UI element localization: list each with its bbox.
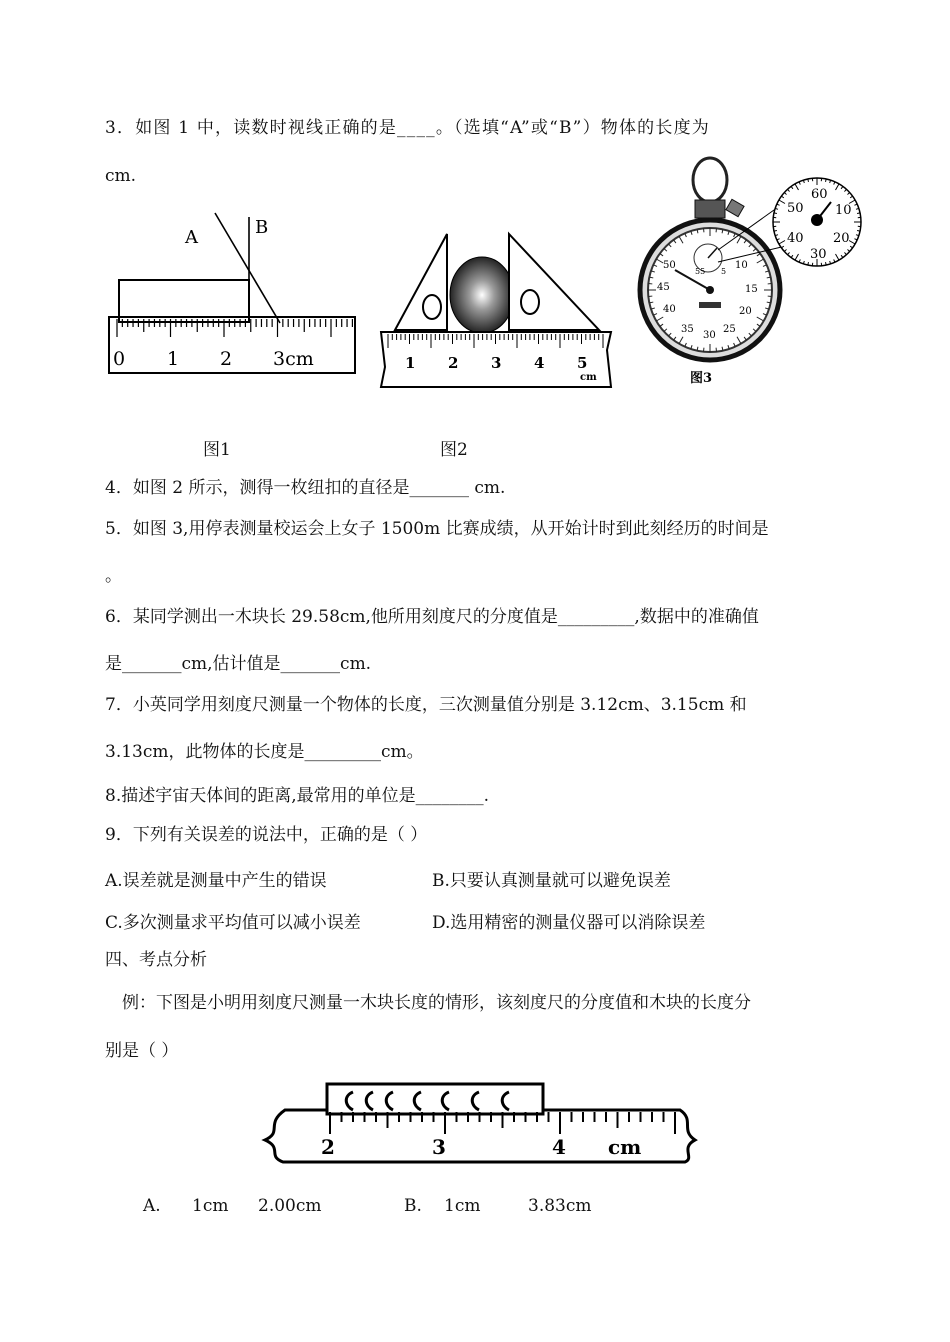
example-option-b-value1: 1cm (444, 1196, 481, 1216)
ruler-tick (857, 231, 860, 232)
fig4-tick-label: 3 (432, 1135, 446, 1159)
fig2-tick-label: 3 (491, 354, 502, 372)
q8-text: 8.描述宇宙天体间的距离,最常用的单位是________. (105, 786, 490, 806)
fig1-tick-label: 3cm (273, 348, 314, 370)
main-dial-label: 30 (703, 330, 716, 341)
ruler-tick (774, 213, 777, 214)
fig1-label-b: B (255, 217, 269, 238)
small-dial-label: 60 (811, 187, 828, 202)
main-dial-label: 55 (695, 267, 706, 276)
fig2-tick-label: 5 (577, 354, 588, 372)
ruler-tick (826, 179, 827, 182)
fig2-tick-label: 4 (534, 354, 545, 372)
main-dial-label: 10 (735, 260, 748, 271)
main-dial-label: 50 (663, 260, 676, 271)
q7-line2: 3.13cm，此物体的长度是_________cm。 (105, 742, 424, 762)
q4-text: 4．如图 2 所示，测得一枚纽扣的直径是_______ cm. (105, 478, 506, 498)
example-option-a-value2: 2.00cm (258, 1196, 322, 1216)
fig1-tick-label: 0 (113, 348, 126, 370)
fig1-tick-label: 1 (167, 348, 180, 370)
small-dial-label: 30 (810, 247, 827, 262)
figure-2 (375, 222, 615, 392)
fig1-tick-label: 2 (220, 348, 233, 370)
q9-option-d: D.选用精密的测量仪器可以消除误差 (432, 913, 706, 933)
main-dial-label: 5 (721, 267, 727, 276)
q3-line2: cm. (105, 166, 137, 186)
example-option-b-value2: 3.83cm (528, 1196, 592, 1216)
small-dial-label: 40 (787, 231, 804, 246)
q9-stem: 9．下列有关误差的说法中，正确的是（ ） (105, 825, 428, 845)
small-dial-label: 50 (787, 201, 804, 216)
section-heading: 四、考点分析 (105, 950, 207, 970)
main-dial-label: 40 (663, 304, 676, 315)
figure-4 (255, 1080, 700, 1165)
ruler-tick (808, 179, 809, 182)
figure-1 (105, 205, 360, 380)
q6-line2: 是_______cm,估计值是_______cm. (105, 654, 372, 674)
example-line2: 别是（ ） (105, 1041, 179, 1061)
main-dial-label: 25 (723, 324, 736, 335)
small-dial-label: 10 (835, 203, 852, 218)
q9-option-b: B.只要认真测量就可以避免误差 (432, 871, 671, 891)
q6-line1: 6．某同学测出一木块长 29.58cm,他所用刻度尺的分度值是_________,数据中的准确值 (105, 607, 759, 627)
main-dial-label: 15 (745, 284, 758, 295)
fig2-tick-label: 1 (405, 354, 416, 372)
ruler-tick (808, 262, 809, 265)
small-dial-label: 20 (833, 231, 850, 246)
q5-line2: 。 (105, 566, 122, 586)
fig2-tick-label: 2 (448, 354, 459, 372)
ruler-tick (857, 213, 860, 214)
q9-option-c: C.多次测量求平均值可以减小误差 (105, 913, 361, 933)
fig4-tick-label: 2 (321, 1135, 335, 1159)
main-dial-label: 20 (739, 306, 752, 317)
example-option-b-label: B. (404, 1196, 422, 1216)
fig3-caption: 图3 (690, 371, 713, 386)
q7-line1: 7．小英同学用刻度尺测量一个物体的长度，三次测量值分别是 3.12cm、3.15cm 和 (105, 695, 747, 715)
fig1-label-a: A (185, 227, 198, 248)
figure-3 (635, 150, 875, 390)
main-dial-label: 35 (681, 324, 694, 335)
fig2-caption: 图2 (440, 440, 468, 460)
ruler-tick (774, 231, 777, 232)
fig1-caption: 图1 (203, 440, 231, 460)
example-line1: 例：下图是小明用刻度尺测量一木块长度的情形，该刻度尺的分度值和木块的长度分 (122, 993, 751, 1013)
q3-line1: 3．如图 1 中，读数时视线正确的是____。（选填“A”或“B”）物体的长度为 (105, 118, 710, 138)
fig2-unit: cm (580, 372, 597, 383)
fig4-unit: cm (608, 1135, 642, 1159)
fig4-tick-label: 4 (552, 1135, 566, 1159)
example-option-a-label: A. (143, 1196, 161, 1216)
ruler-tick (826, 262, 827, 265)
example-option-a-value1: 1cm (192, 1196, 229, 1216)
q9-option-a: A.误差就是测量中产生的错误 (105, 871, 327, 891)
main-dial-label: 45 (657, 282, 670, 293)
q5-line1: 5．如图 3,用停表测量校运会上女子 1500m 比赛成绩，从开始计时到此刻经历的时间是 (105, 519, 769, 539)
